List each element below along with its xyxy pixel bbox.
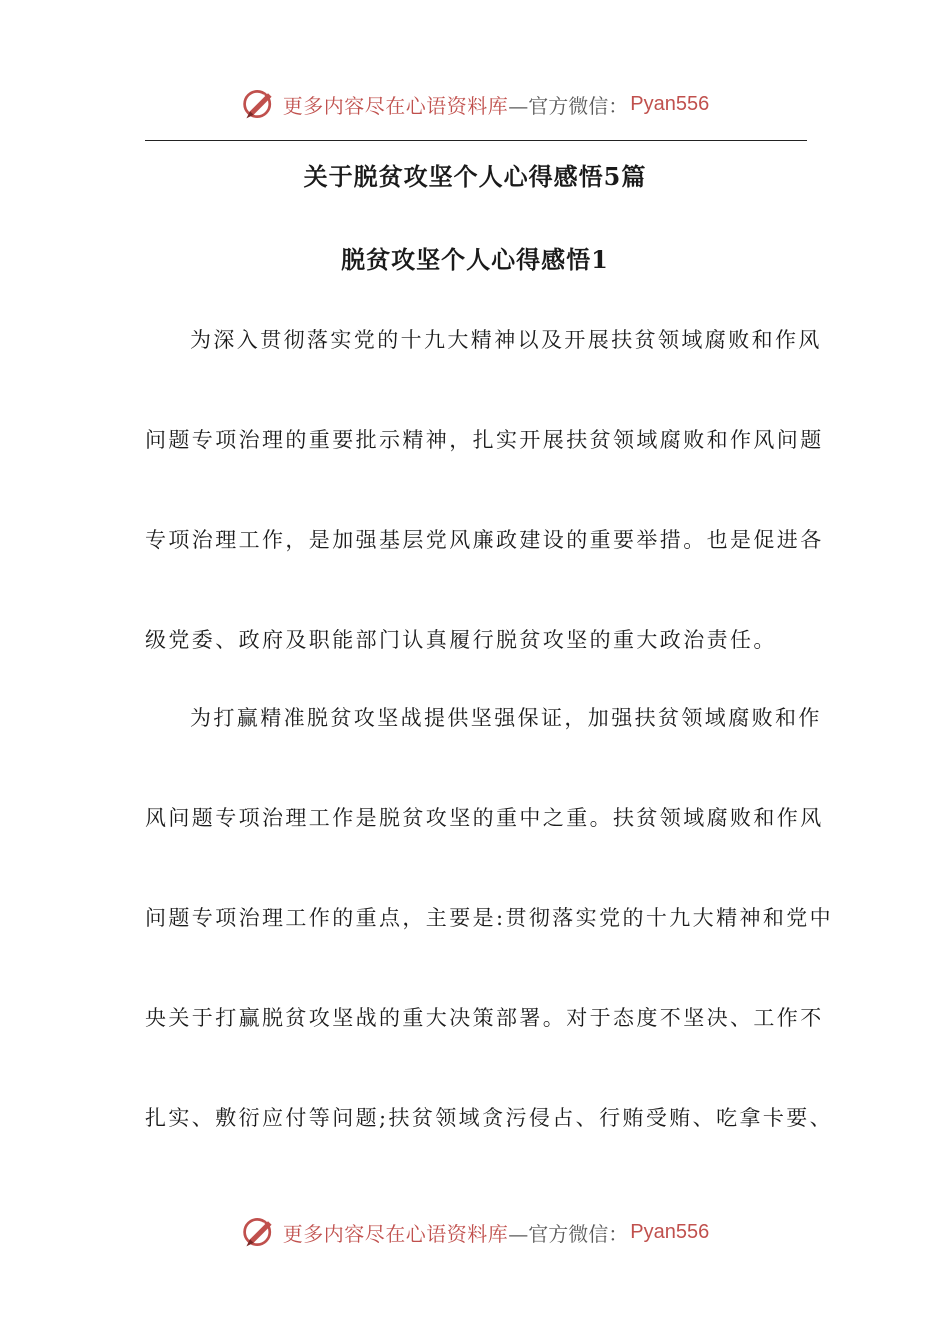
paragraph-line: 问题专项治理工作的重点，主要是:贯彻落实党的十九大精神和党中 <box>145 906 834 930</box>
pen-logo-icon <box>241 1214 277 1250</box>
banner-wechat-id: Pyan556 <box>630 1220 710 1243</box>
paragraph-line: 央关于打赢脱贫攻坚战的重大决策部署。对于态度不坚决、工作不 <box>145 1006 824 1030</box>
header-banner <box>0 82 950 126</box>
pen-logo-icon <box>241 86 277 122</box>
paragraph-line: 专项治理工作，是加强基层党风廉政建设的重要举措。也是促进各 <box>145 528 824 552</box>
section-title: 脱贫攻坚个人心得感悟1 <box>341 245 609 274</box>
banner-wechat-id: Pyan556 <box>630 92 710 115</box>
banner-wechat-label: —官方微信： <box>508 93 629 118</box>
paragraph-line: 为深入贯彻落实党的十九大精神以及开展扶贫领域腐败和作风 <box>190 328 822 352</box>
header-divider <box>145 140 807 141</box>
paragraph-line: 级党委、政府及职能部门认真履行脱贫攻坚的重大政治责任。 <box>145 628 777 652</box>
paragraph-line: 风问题专项治理工作是脱贫攻坚的重中之重。扶贫领域腐败和作风 <box>145 806 824 830</box>
paragraph-line: 为打赢精准脱贫攻坚战提供坚强保证，加强扶贫领域腐败和作 <box>190 706 822 730</box>
paragraph-line: 扎实、敷衍应付等问题;扶贫领域贪污侵占、行贿受贿、吃拿卡要、 <box>145 1106 834 1130</box>
footer-banner <box>0 1210 950 1254</box>
banner-wechat-label: —官方微信： <box>508 1221 629 1246</box>
document-title: 关于脱贫攻坚个人心得感悟5篇 <box>303 162 647 191</box>
banner-site-name: 更多内容尽在心语资料库 <box>282 1221 509 1246</box>
paragraph-line: 问题专项治理的重要批示精神，扎实开展扶贫领域腐败和作风问题 <box>145 428 824 452</box>
banner-site-name: 更多内容尽在心语资料库 <box>282 93 509 118</box>
